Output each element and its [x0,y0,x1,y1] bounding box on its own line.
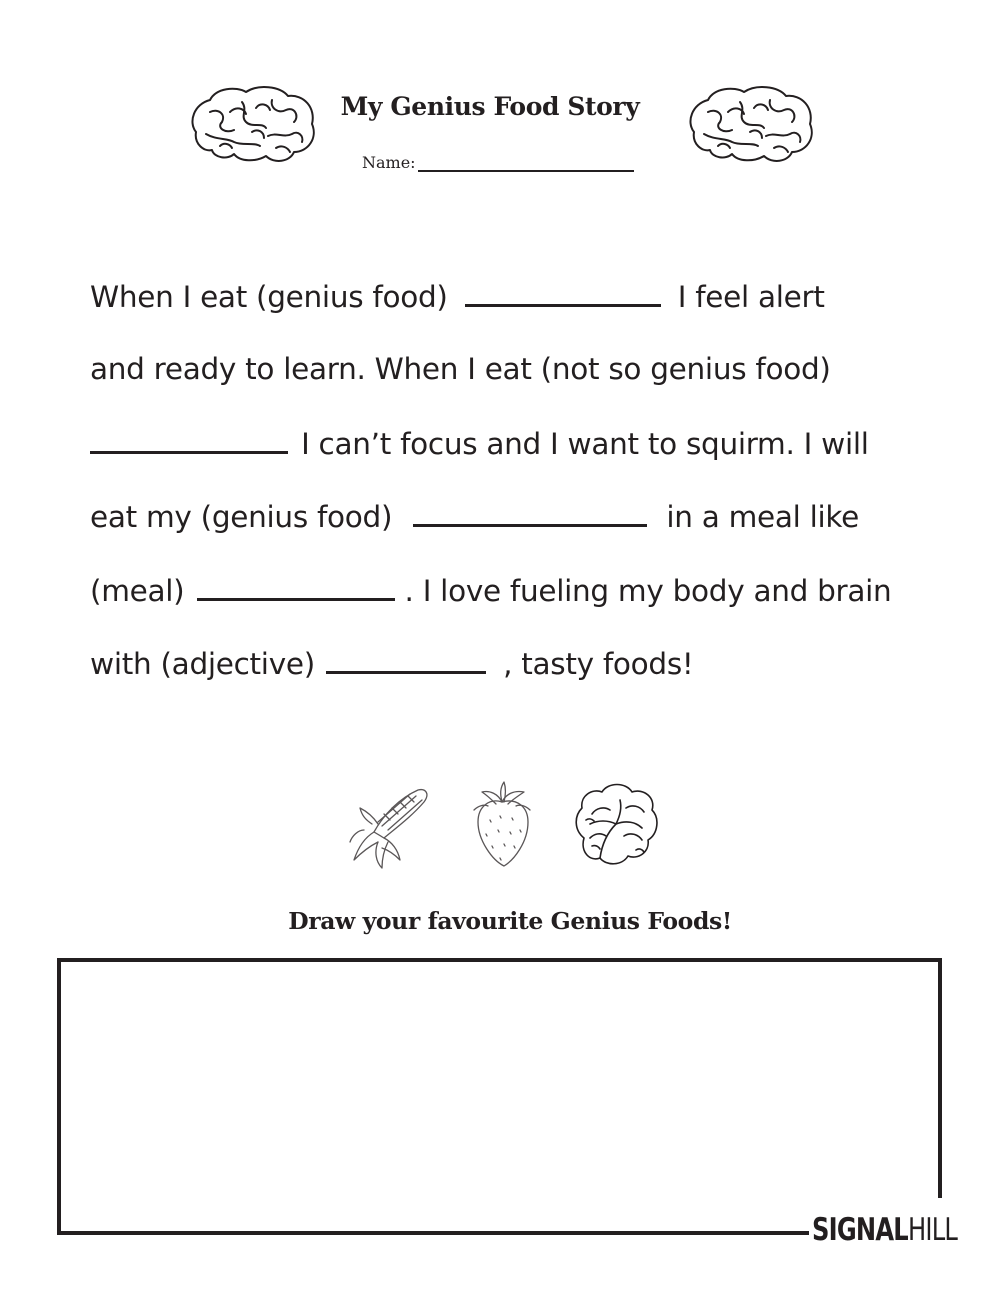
signal-hill-logo [812,1210,957,1250]
story-line [90,496,859,536]
not-genius-food-blank[interactable] [90,423,288,454]
story-text: with (adjective) [90,647,315,681]
strawberry-icon [470,780,534,872]
logo-signal: SIGNAL [812,1212,908,1248]
story-text: When I eat (genius food) [90,280,448,314]
drawing-area[interactable] [57,958,942,1235]
story-line [90,276,825,316]
brain-icon [186,82,318,168]
drawing-heading: Draw your favourite Genius Foods! [288,907,732,935]
story-line [90,570,891,610]
meal-blank[interactable] [197,570,395,601]
story-text: (meal) [90,574,185,608]
story-line [90,423,869,463]
adjective-blank[interactable] [326,643,486,674]
story-text: . I love fueling my body and brain [404,574,892,608]
story-line [90,349,831,389]
story-line [90,643,693,683]
lettuce-icon [570,780,660,868]
genius-food-blank[interactable] [465,276,661,307]
genius-food-meal-blank[interactable] [413,496,647,527]
story-text: and ready to learn. When I eat (not so genius food) [90,352,831,386]
story-text: , tasty foods! [503,647,694,681]
story-text: eat my (genius food) [90,500,393,534]
story-text: I can’t focus and I want to squirm. I will [301,427,869,461]
page-title: My Genius Food Story [340,92,640,121]
story-text: in a meal like [666,500,859,534]
brain-icon [684,82,816,168]
logo-hill: HILL [907,1212,958,1248]
name-label: Name: [362,153,416,172]
name-row [362,146,634,172]
corn-icon [344,780,434,872]
name-field[interactable] [418,148,634,172]
story-text: I feel alert [677,280,825,314]
